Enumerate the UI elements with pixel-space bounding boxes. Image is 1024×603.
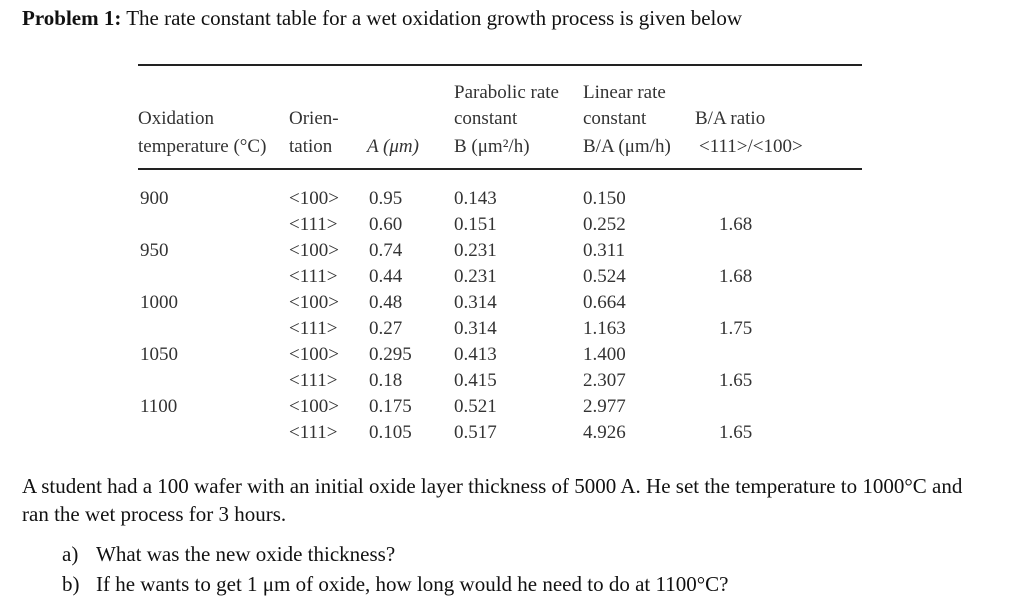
cell-orientation: <100> — [289, 344, 339, 365]
cell-a: 0.175 — [369, 396, 412, 417]
cell-ba: 1.163 — [583, 318, 626, 339]
cell-ratio: 1.68 — [719, 266, 753, 287]
cell-a: 0.18 — [369, 370, 403, 391]
cell-ba: 0.311 — [583, 240, 626, 261]
cell-orientation: <111> — [289, 214, 338, 235]
question-b — [62, 572, 728, 597]
cell-ba: 4.926 — [583, 422, 626, 443]
header-oxidation-1: Oxidation — [138, 108, 214, 129]
cell-a: 0.105 — [369, 422, 412, 443]
question-label: a) — [62, 542, 79, 566]
cell-orientation: <100> — [289, 240, 339, 261]
problem-paragraph: A student had a 100 wafer with an initial oxide layer thickness of 5000 A. He set the temperature to 1000°C and ran the wet process for 3 hours. — [22, 474, 963, 526]
problem-text: The rate constant table for a wet oxidation growth process is given below — [121, 6, 743, 30]
cell-b: 0.415 — [454, 370, 497, 391]
cell-b: 0.151 — [454, 214, 497, 235]
header-orientation-2: tation — [289, 136, 333, 157]
cell-orientation: <111> — [289, 266, 338, 287]
cell-temperature: 1000 — [140, 292, 178, 313]
header-linear-3: B/A (μm/h) — [583, 136, 671, 157]
cell-a: 0.44 — [369, 266, 403, 287]
cell-b: 0.143 — [454, 188, 497, 209]
cell-ratio: 1.68 — [719, 214, 753, 235]
problem-label: Problem 1: — [22, 6, 122, 30]
cell-ratio: 1.65 — [719, 422, 753, 443]
cell-b: 0.231 — [454, 240, 497, 261]
cell-ba: 0.524 — [583, 266, 626, 287]
cell-b: 0.314 — [454, 318, 497, 339]
cell-ratio: 1.65 — [719, 370, 753, 391]
table-header-rule — [138, 168, 862, 170]
cell-b: 0.413 — [454, 344, 497, 365]
table-top-rule — [138, 64, 862, 66]
cell-ba: 2.977 — [583, 396, 626, 417]
cell-ratio: 1.75 — [719, 318, 753, 339]
header-a: A (μm) — [367, 136, 419, 157]
problem-statement — [22, 6, 742, 31]
cell-orientation: <100> — [289, 292, 339, 313]
header-ratio-2: <111>/<100> — [699, 136, 803, 157]
cell-ba: 0.664 — [583, 292, 626, 313]
header-parabolic-3: B (μm²/h) — [454, 136, 530, 157]
cell-temperature: 1100 — [140, 396, 178, 417]
cell-a: 0.295 — [369, 344, 412, 365]
question-text: If he wants to get 1 μm of oxide, how long would he need to do at 1100°C? — [96, 572, 729, 596]
cell-a: 0.27 — [369, 318, 403, 339]
cell-temperature: 950 — [140, 240, 169, 261]
cell-temperature: 1050 — [140, 344, 178, 365]
header-oxidation-2: temperature (°C) — [138, 136, 267, 157]
cell-b: 0.314 — [454, 292, 497, 313]
cell-orientation: <111> — [289, 422, 338, 443]
cell-temperature: 900 — [140, 188, 169, 209]
cell-ba: 0.150 — [583, 188, 626, 209]
header-parabolic-1: Parabolic rate — [454, 82, 559, 103]
header-orientation-1: Orien- — [289, 108, 339, 129]
cell-orientation: <100> — [289, 396, 339, 417]
cell-orientation: <111> — [289, 318, 338, 339]
cell-b: 0.521 — [454, 396, 497, 417]
header-linear-1: Linear rate — [583, 82, 666, 103]
cell-a: 0.74 — [369, 240, 403, 261]
cell-orientation: <100> — [289, 188, 339, 209]
question-label: b) — [62, 572, 80, 596]
header-linear-2: constant — [583, 108, 647, 129]
cell-a: 0.95 — [369, 188, 403, 209]
cell-ba: 1.400 — [583, 344, 626, 365]
cell-orientation: <111> — [289, 370, 338, 391]
question-text: What was the new oxide thickness? — [96, 542, 396, 566]
cell-ba: 0.252 — [583, 214, 626, 235]
cell-ba: 2.307 — [583, 370, 626, 391]
cell-a: 0.48 — [369, 292, 403, 313]
header-parabolic-2: constant — [454, 108, 518, 129]
cell-b: 0.231 — [454, 266, 497, 287]
header-ratio-1: B/A ratio — [695, 108, 766, 129]
cell-a: 0.60 — [369, 214, 403, 235]
cell-b: 0.517 — [454, 422, 497, 443]
question-a — [62, 542, 395, 567]
